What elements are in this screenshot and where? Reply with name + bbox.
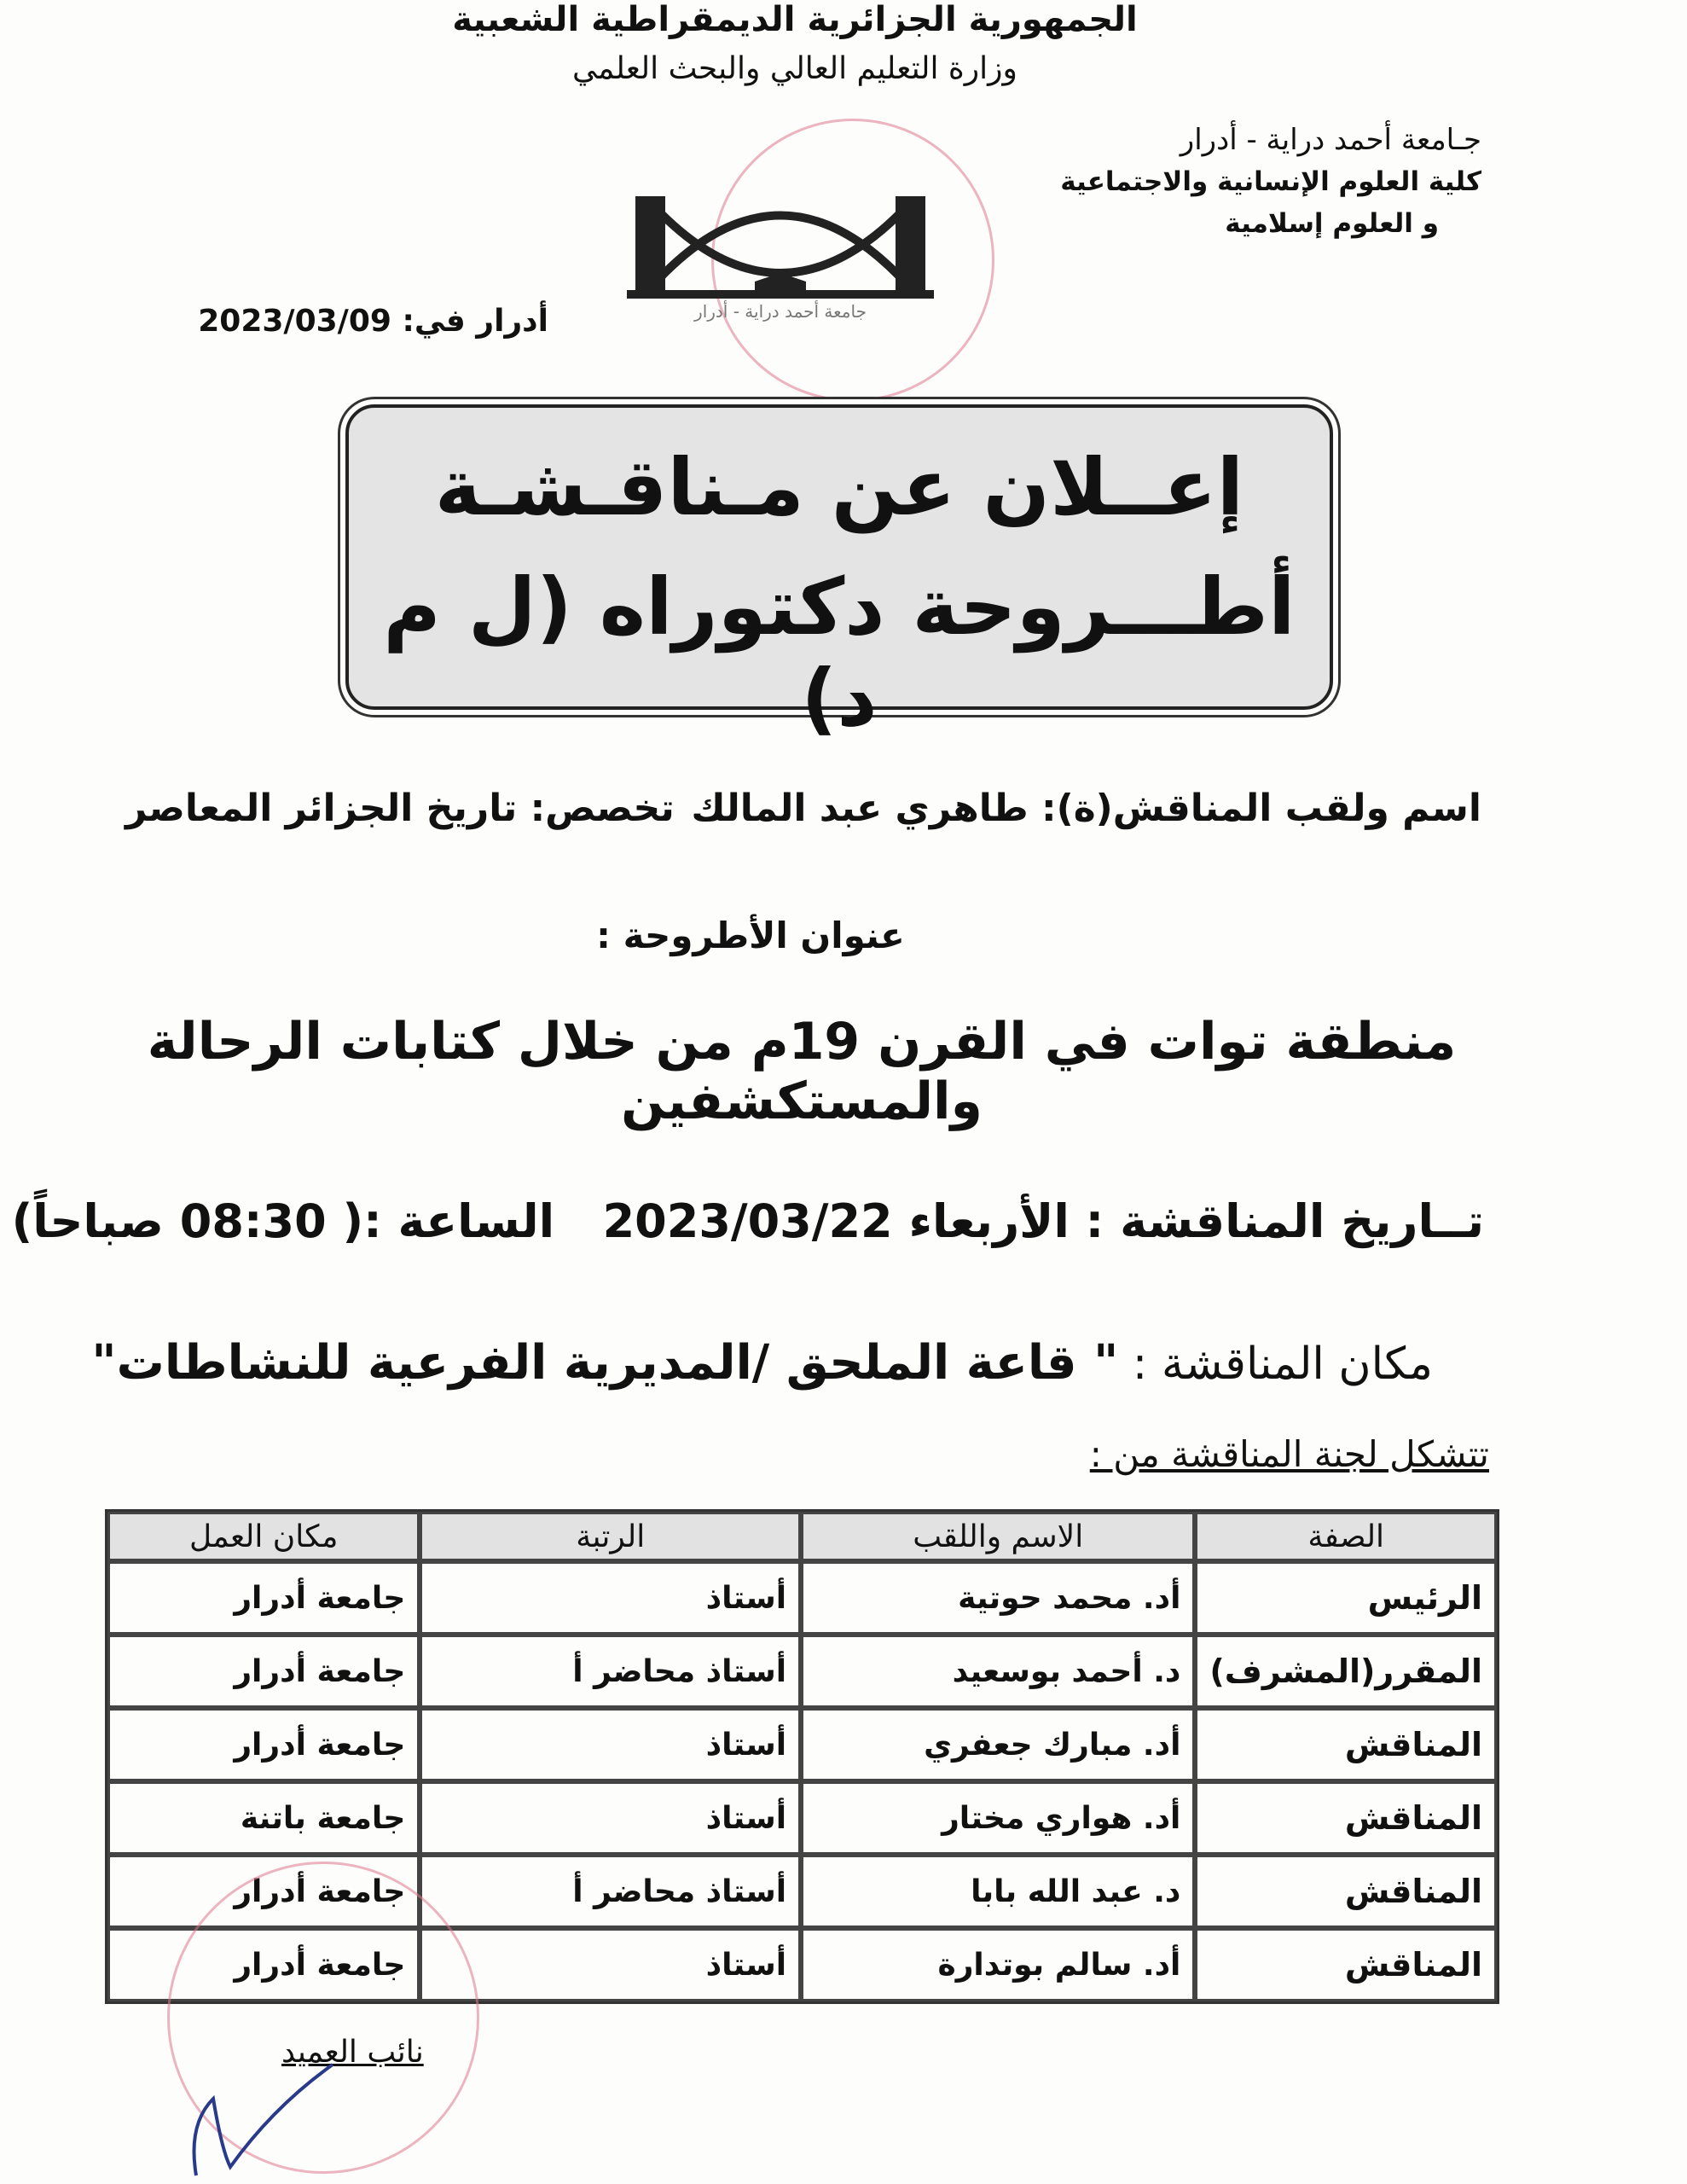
date-value: 2023/03/09 bbox=[198, 304, 391, 339]
institution-cell: جامعة أدرار bbox=[107, 1928, 420, 2001]
role-cell: الرئيس bbox=[1195, 1561, 1497, 1635]
table-row bbox=[107, 1635, 1497, 1708]
name-cell: د. عبد الله بابا bbox=[801, 1855, 1195, 1928]
rank-cell: أستاذ bbox=[420, 1708, 801, 1781]
committee-label: تتشكل لجنة المناقشة من : bbox=[1089, 1433, 1489, 1475]
role-cell: المقرر(المشرف) bbox=[1195, 1635, 1497, 1708]
column-header: مكان العمل bbox=[107, 1512, 420, 1561]
institution-cell: جامعة أدرار bbox=[107, 1708, 420, 1781]
handwritten-signature bbox=[179, 2048, 350, 2184]
column-header: الرتبة bbox=[420, 1512, 801, 1561]
place-value: " قاعة الملحق /المديرية الفرعية للنشاطات" bbox=[91, 1335, 1119, 1391]
table-row bbox=[107, 1561, 1497, 1635]
defense-date: 2023/03/22 bbox=[602, 1194, 893, 1248]
title-line1: إعــلان عن مـناقـشـة bbox=[434, 442, 1244, 533]
rank-cell: أستاذ bbox=[420, 1561, 801, 1635]
role-cell: المناقش bbox=[1195, 1708, 1497, 1781]
institution-cell: جامعة باتنة bbox=[107, 1781, 420, 1855]
defense-place-line bbox=[91, 1335, 1433, 1391]
name-cell: د. أحمد بوسعيد bbox=[801, 1635, 1195, 1708]
rank-cell: أستاذ محاضر أ bbox=[420, 1855, 801, 1928]
place-label: مكان المناقشة : bbox=[1132, 1339, 1433, 1390]
institution-cell: جامعة أدرار bbox=[107, 1561, 420, 1635]
faculty-line1: كلية العلوم الإنسانية والاجتماعية bbox=[1060, 166, 1481, 197]
defense-date-line bbox=[11, 1194, 1484, 1248]
name-cell: أد. سالم بوتدارة bbox=[801, 1928, 1195, 2001]
rank-cell: أستاذ محاضر أ bbox=[420, 1635, 801, 1708]
candidate-label: اسم ولقب المناقش(ة): bbox=[1041, 787, 1481, 830]
candidate-name: طاهري عبد المالك bbox=[691, 787, 1029, 830]
ministry-header: وزارة التعليم العالي والبحث العلمي bbox=[572, 51, 1017, 86]
name-cell: أد. مبارك جعفري bbox=[801, 1708, 1195, 1781]
name-cell: أد. هواري مختار bbox=[801, 1781, 1195, 1855]
specialty-value: تاريخ الجزائر المعاصر bbox=[125, 787, 518, 830]
faculty-line2: و العلوم إسلامية bbox=[1225, 208, 1439, 239]
institution-cell: جامعة أدرار bbox=[107, 1855, 420, 1928]
defense-date-label: تــاريخ المناقشة : الأربعاء bbox=[908, 1194, 1484, 1248]
column-header: الاسم واللقب bbox=[801, 1512, 1195, 1561]
thesis-label: عنوان الأطروحة : bbox=[596, 915, 905, 956]
defense-time: 08:30 صباحاً) bbox=[11, 1194, 327, 1248]
table-row bbox=[107, 1708, 1497, 1781]
issue-date bbox=[198, 304, 548, 339]
role-cell: المناقش bbox=[1195, 1928, 1497, 2001]
institution-cell: جامعة أدرار bbox=[107, 1635, 420, 1708]
university-name: جـامعة أحمد دراية - أدرار bbox=[1180, 123, 1481, 157]
column-header: الصفة bbox=[1195, 1512, 1497, 1561]
rank-cell: أستاذ bbox=[420, 1781, 801, 1855]
specialty-line bbox=[125, 787, 675, 830]
role-cell: المناقش bbox=[1195, 1855, 1497, 1928]
defense-time-label: الساعة :( bbox=[342, 1194, 555, 1248]
table-header-row bbox=[107, 1512, 1497, 1561]
university-logo bbox=[627, 154, 934, 324]
specialty-label: تخصص: bbox=[530, 787, 675, 830]
table-row bbox=[107, 1781, 1497, 1855]
signature-label: نائب العميد bbox=[281, 2035, 424, 2070]
role-cell: المناقش bbox=[1195, 1781, 1497, 1855]
candidate-line bbox=[691, 787, 1481, 830]
svg-text:جامعة أحمد دراية - أدرار: جامعة أحمد دراية - أدرار bbox=[694, 301, 867, 322]
rank-cell: أستاذ bbox=[420, 1928, 801, 2001]
republic-header: الجمهورية الجزائرية الديمقراطية الشعبية bbox=[452, 0, 1138, 39]
title-line2: أطـــروحة دكتوراه (ل م د) bbox=[383, 561, 1296, 744]
thesis-title: منطقة توات في القرن 19م من خلال كتابات الرحالة والمستكشفين bbox=[147, 1012, 1457, 1131]
title-box bbox=[345, 404, 1333, 744]
name-cell: أد. محمد حوتية bbox=[801, 1561, 1195, 1635]
date-label: أدرار في: bbox=[402, 304, 548, 339]
university-block bbox=[970, 119, 1481, 245]
